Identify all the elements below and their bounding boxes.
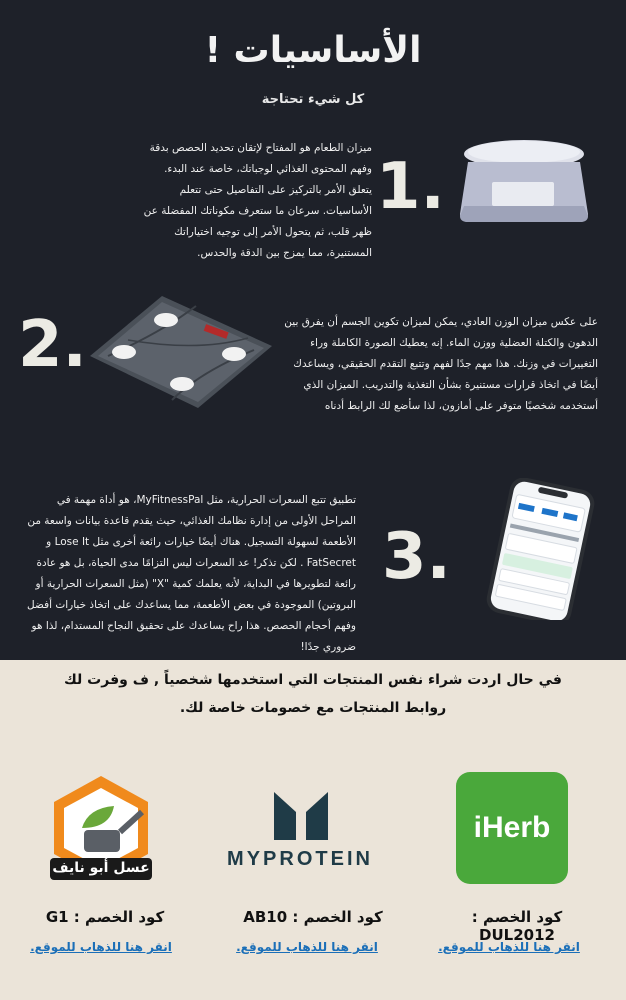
body-composition-scale-icon bbox=[88, 292, 274, 412]
discount-code-iherb: كود الخصم : DUL2012 bbox=[471, 908, 563, 944]
section-text-3: تطبيق تتبع السعرات الحرارية، مثل MyFitnessPal، هو أداة مهمة في المراحل الأولى من إدارة نظامك الغذائي، حيث يقدم قاعدة بيانات واسعة من الأطعمة لسهولة التسجيل. هناك أيضًا خيارات رائعة أخرى مثل Lose It و FatSecret . لكن تذكر! عد السعرات ليس التزامًا مدى الحياة، بل هو عادة رائعة لتطويرها في البداية، لأنه يعلمك كمية "X" (مثل السعرات الحرارية أو البروتين) الموجودة في بعض الأطعمة، مما يساعدك على اتخاذ خيارات أفضل وفهم أحجام الحصص. هذا راح يساعدك على تحقيق النجاح المستدام، لذا هو ضروري جدًا! bbox=[27, 494, 356, 653]
iherb-link[interactable]: انقر هنا للذهاب للموقع. bbox=[438, 940, 580, 954]
honey-link[interactable]: انقر هنا للذهاب للموقع. bbox=[30, 940, 172, 954]
phone-app-icon bbox=[476, 478, 602, 620]
kitchen-scale-icon bbox=[456, 136, 592, 226]
section-number-1: 1. bbox=[376, 150, 445, 224]
section-text-1: ميزان الطعام هو المفتاح لإتقان تحديد الحصص بدقة وفهم المحتوى الغذائي لوجباتك، خاصة عند البدء. يتعلق الأمر بالتركيز على التفاصيل حتى تتعلم الأساسيات. سرعان ما ستعرف مكوناتك المفضلة عن ظهر قلب، ثم يتحول الأمر إلى توجيه اختياراتك المستنيرة، مما يمزج بين الدقة والحدس. bbox=[143, 142, 372, 259]
promo-text: في حال اردت شراء نفس المنتجات التي استخدمها شخصياً , ف وفرت لك روابط المنتجات مع خصومات خاصة لك. bbox=[64, 672, 562, 716]
myprotein-logo-text: MYPROTEIN bbox=[227, 848, 373, 870]
iherb-logo[interactable] bbox=[456, 772, 568, 884]
myprotein-m-icon bbox=[274, 792, 328, 840]
section-number-2: 2. bbox=[18, 308, 87, 382]
section-number-3: 3. bbox=[382, 520, 451, 594]
honey-logo-text: عسل أبو نايف bbox=[52, 860, 150, 876]
myprotein-link[interactable]: انقر هنا للذهاب للموقع. bbox=[236, 940, 378, 954]
discount-code-myprotein: كود الخصم : AB10 bbox=[243, 908, 383, 926]
iherb-logo-text: iHerb bbox=[473, 811, 551, 844]
page-subtitle: كل شيء تحتاجة bbox=[261, 92, 365, 107]
discount-code-honey: كود الخصم : G1 bbox=[45, 908, 165, 926]
page-title: الأساسيات ! bbox=[204, 30, 422, 71]
honey-logo[interactable] bbox=[44, 772, 158, 890]
section-text-2: على عكس ميزان الوزن العادي، يمكن لميزان تكوين الجسم أن يفرق بين الدهون والكتلة العضلية ووزن الماء. إنه يعطيك الصورة الكاملة وراء التغييرات في وزنك. هذا مهم جدًا لفهم وتتبع التقدم الحقيقي، ويساعدك أيضًا في اتخاذ قرارات مستنيرة بشأن التغذية والتدريب. الميزان الذي أستخدمه شخصيًا متوفر على أمازون، لذا سأضع لك الرابط أدناه bbox=[284, 316, 598, 412]
